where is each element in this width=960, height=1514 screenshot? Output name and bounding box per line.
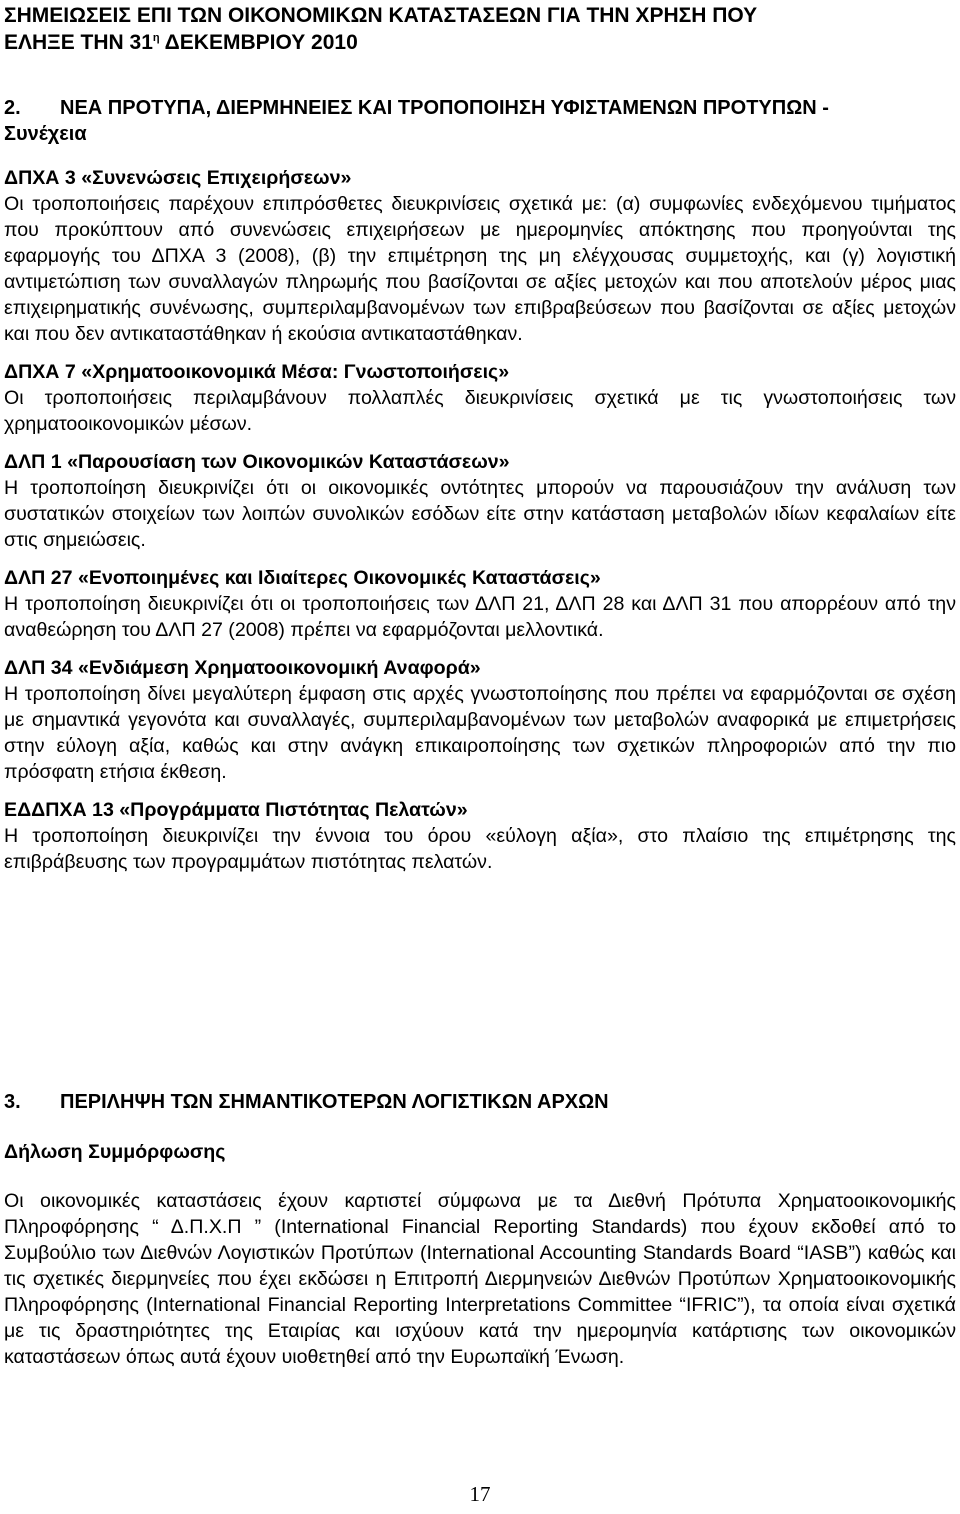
standard-title: ΔΠΧΑ 3 «Συνενώσεις Επιχειρήσεων» (4, 167, 352, 189)
standard-item (4, 565, 956, 643)
document-page (4, 0, 956, 875)
standard-title: ΕΔΔΠΧΑ 13 «Προγράμματα Πιστότητας Πελατών» (4, 799, 468, 821)
title-line-1: ΣΗΜΕΙΩΣΕΙΣ ΕΠΙ ΤΩΝ ΟΙΚΟΝΟΜΙΚΩΝ ΚΑΤΑΣΤΑΣΕΩΝ ΓΙΑ ΤΗΝ ΧΡΗΣΗ ΠΟΥ (4, 4, 758, 27)
section-3-heading (4, 1089, 956, 1115)
compliance-subheading: Δήλωση Συμμόρφωσης (4, 1141, 226, 1163)
section-2-number: 2. (4, 97, 21, 119)
standard-item (4, 797, 956, 875)
title-line-2-start: ΕΛΗΞΕ ΤΗΝ 31 (4, 31, 153, 54)
standard-description: Η τροποποίηση διευκρινίζει ότι οι οικονομικές οντότητες μπορούν να παρουσιάζουν την ανάλυση των συστατικών στοιχείων των λοιπών συνολικών εσόδων είτε στην κατάσταση μεταβολών ιδίων κεφαλαίων είτε στις σημειώσεις. (4, 477, 956, 551)
section-2-continued: Συνέχεια (4, 123, 87, 145)
standard-item (4, 165, 956, 347)
section-2-heading (4, 95, 956, 147)
standard-item (4, 449, 956, 553)
section-3-title: ΠΕΡΙΛΗΨΗ ΤΩΝ ΣΗΜΑΝΤΙΚΟΤΕΡΩΝ ΛΟΓΙΣΤΙΚΩΝ ΑΡΧΩΝ (60, 1091, 609, 1113)
section-3 (4, 1089, 956, 1370)
standard-description: Οι τροποποιήσεις παρέχουν επιπρόσθετες διευκρινίσεις σχετικά με: (α) συμφωνίες ενδεχόμενου τιμήματος που προκύπτουν από συνενώσεις επιχειρήσεων με ημερομηνίες απόκτησης που προηγούνται της εφαρμογής του ΔΠΧΑ 3 (2008), (β) την επιμέτρηση της μη ελέγχουσας συμμετοχής, και (γ) λογιστική αντιμετώπιση των συναλλαγών πληρωμής που βασίζονται σε αξίες μετοχών και που αποτελούν μέρος μιας επιχειρηματικής συνένωσης, συμπεριλαμβανομένων των επιβραβεύσεων που βασίζονται σε αξίες μετοχών και που δεν αντικαταστάθηκαν ή εκούσια αντικαταστάθηκαν. (4, 193, 956, 345)
section-3-number: 3. (4, 1091, 21, 1113)
standard-item (4, 655, 956, 785)
page-number: 17 (469, 1482, 491, 1506)
standard-description: Η τροποποίηση δίνει μεγαλύτερη έμφαση στις αρχές γνωστοποίησης που πρέπει να εφαρμόζονται σε σχέση με σημαντικά γεγονότα και συναλλαγές, συμπεριλαμβανομένων των μεταβολών αναφορικά με επιμετρήσεις στην εύλογη αξία, καθώς και στην ανάγκη επικαιροποίησης των σχετικών πληροφοριών από την πιο πρόσφατη ετήσια έκθεση. (4, 683, 956, 783)
standard-item (4, 359, 956, 437)
title-line-2 (4, 29, 956, 56)
title-line-2-end: ΔΕΚΕΜΒΡΙΟΥ 2010 (159, 31, 358, 54)
standard-title: ΔΛΠ 27 «Ενοποιημένες και Ιδιαίτερες Οικονομικές Καταστάσεις» (4, 567, 601, 589)
standard-title: ΔΛΠ 34 «Ενδιάμεση Χρηματοοικονομική Αναφορά» (4, 657, 481, 679)
standard-description: Η τροποποίηση διευκρινίζει ότι οι τροποποιήσεις των ΔΛΠ 21, ΔΛΠ 28 και ΔΛΠ 31 που απορρέουν από την αναθεώρηση του ΔΛΠ 27 (2008) πρέπει να εφαρμόζονται μελλοντικά. (4, 593, 956, 641)
title-superscript: η (152, 32, 160, 44)
standard-title: ΔΛΠ 1 «Παρουσίαση των Οικονομικών Καταστάσεων» (4, 451, 510, 473)
standard-description: Οι τροποποιήσεις περιλαμβάνουν πολλαπλές διευκρινίσεις σχετικά με τις γνωστοποιήσεις των χρηματοοικονομικών μέσων. (4, 387, 956, 435)
compliance-paragraph: Οι οικονομικές καταστάσεις έχουν καρτιστεί σύμφωνα με τα Διεθνή Πρότυπα Χρηματοοικονομικής Πληροφόρησης “ Δ.Π.Χ.Π ” (International Financial Reporting Standards) που έχουν εκδοθεί από το Συμβούλιο των Διεθνών Λογιστικών Προτύπων (International Accounting Standards Board “IASB”) καθώς και τις σχετικές διερμηνείες που έχει εκδώσει η Επιτροπή Διερμηνειών Διεθνών Προτύπων Χρηματοοικονομικής Πληροφόρησης (International Financial Reporting Interpretations Committee “IFRIC”), τα οποία είναι σχετικά με τις δραστηριότητες της Εταιρίας και ισχύουν κατά την ημερομηνία κατάρτισης των οικονομικών καταστάσεων όπως αυτά έχουν υιοθετηθεί από την Ευρωπαϊκή Ένωση. (4, 1190, 956, 1368)
section-2-title: ΝΕΑ ΠΡΟΤΥΠΑ, ΔΙΕΡΜΗΝΕΙΕΣ ΚΑΙ ΤΡΟΠΟΠΟΙΗΣΗ ΥΦΙΣΤΑΜΕΝΩΝ ΠΡΟΤΥΠΩΝ - (60, 97, 829, 119)
standard-title: ΔΠΧΑ 7 «Χρηματοοικονομικά Μέσα: Γνωστοποιήσεις» (4, 361, 510, 383)
document-title (4, 2, 956, 56)
standard-description: Η τροποποίηση διευκρινίζει την έννοια του όρου «εύλογη αξία», στο πλαίσιο της επιμέτρησης της επιβράβευσης των προγραμμάτων πιστότητας πελατών. (4, 825, 956, 873)
